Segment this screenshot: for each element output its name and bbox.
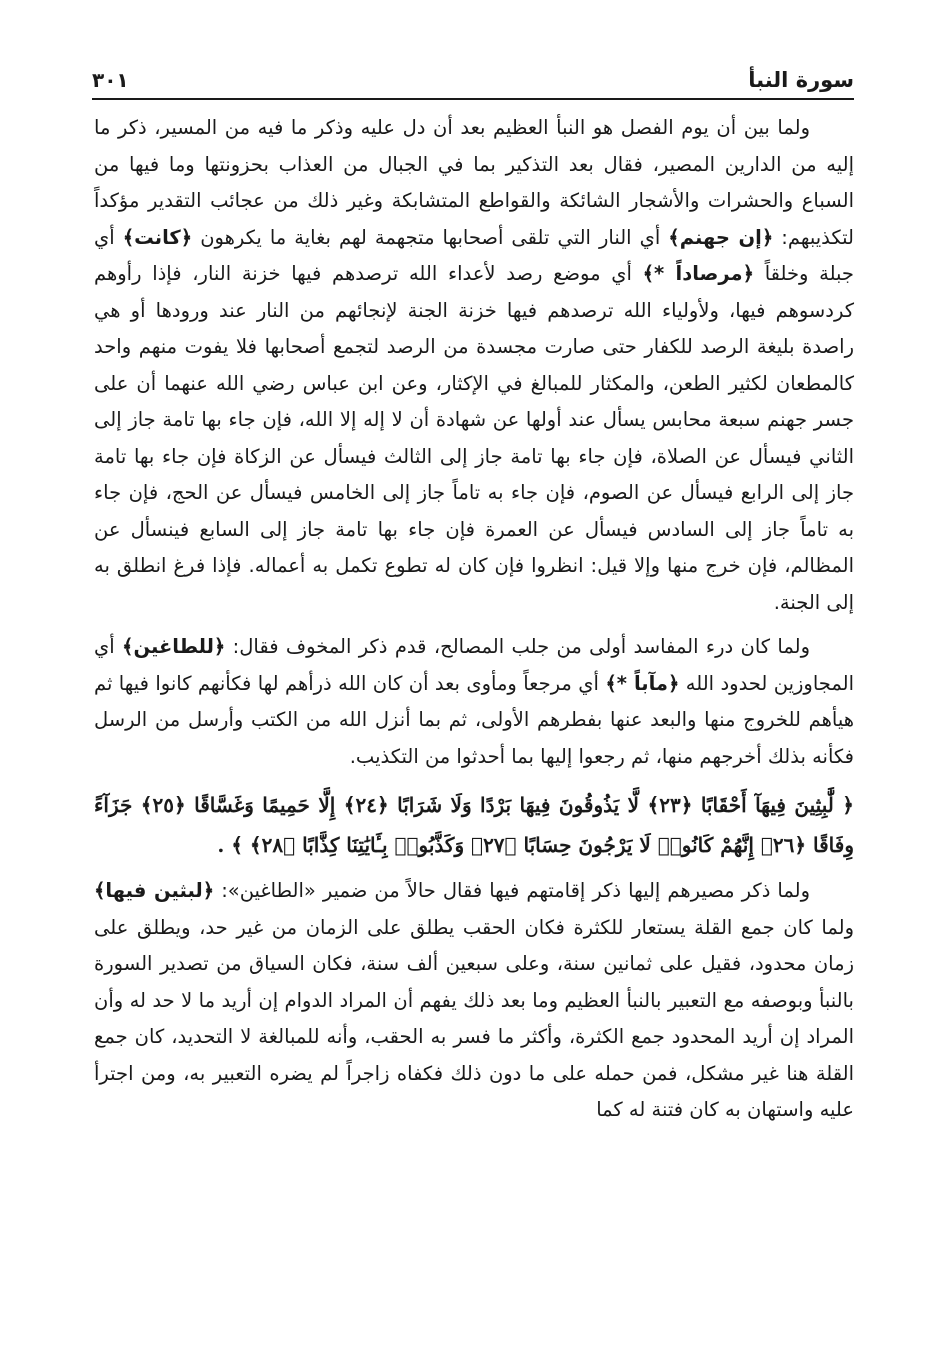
- paragraph-2-text-b: أي المجاوزين لحدود الله: [94, 635, 854, 695]
- paragraph-1-text-c: أي جبلة وخلقاً: [94, 225, 854, 285]
- running-title: سورة النبأ: [748, 68, 854, 92]
- paragraph-2-text-c: أي مرجعاً ومأوى بعد أن كان الله ذرأهم لها فكأنهم كانوا فيها ثم هيأهم للخروج منها والبعد عنها بفطرهم الأولى، ثم بما أنزل الله من الكتب وأرسل من الرسل فكأنه بذلك أخرجهم منها، ثم رجعوا إليها بما أحدثوا من التكذيب.: [94, 671, 854, 768]
- paragraph-1-text-b: أي النار التي تلقى أصحابها متجهمة لهم بغاية ما يكرهون: [192, 225, 669, 249]
- paragraph-1-text-d: أي موضع رصد لأعداء الله ترصدهم فيها خزنة النار، فإذا رأوهم كردسوهم فيها، ولأولياء الله ترصدهم فيها خزنة الجنة لإنجائهم من النار عند ورودها أو هي راصدة بليغة الرصد للكفار حتى صارت مجسدة من الرصد لتجمع أصحابها فلا يفوت منهم واحد كالمطعان لكثير الطعن، والمكثار للمبالغ في الإكثار، وعن ابن عباس رضي الله عنهما أن على جسر جهنم سبعة محابس يسأل عند أولها عن شهادة أن لا إله إلا الله، فإن جاء بها تامة جاز إلى الثاني فيسأل عن الصلاة، فإن جاء بها تامة جاز إلى الثالث فيسأل عن الزكاة فإن جاء بها تامة جاز إلى الرابع فيسأل عن الصوم، فإن جاء به تاماً جاز إلى الخامس فيسأل عن الحج، فإن جاء به تاماً جاز إلى السادس فيسأل عن العمرة فإن جاء بها تامة جاز إلى السابع فينسأل عن المظالم، فإن خرج منها وإلا قيل: انظروا فإن كان له تطوع تكمل به أعماله. فإذا فرغ انطلق به إلى الجنة.: [94, 262, 854, 614]
- quran-quote: ﴿إن جهنم﴾: [668, 225, 774, 249]
- paragraph-3: [94, 873, 854, 1129]
- paragraph-3-text-b: ولما كان جمع القلة يستعار للكثرة فكان الحقب يطلق على الزمان من غير حد، ويطلق على زمان محدود، فقيل على ثمانين سنة، وعلى سبعين ألف سنة، فكان السياق من تصدير السورة بالنبأ وبوصفه مع التعبير بالنبأ العظيم وما بعد ذلك يفهم أن المراد الدوام إن أريد ما لا حد له وأن المراد إن أريد المحدود جمع الكثرة، وأكثر ما فسر به الحقب، وأنه للمبالغة لا التحديد، كان جمع القلة هنا غير مشكل، فمن حمله على ما دون ذلك فكفاه زاجراً لم يضره التعبير به، ومن اجترأ عليه واستهان به كان فتنة له كما: [94, 915, 854, 1121]
- quran-quote: ﴿مآباً *﴾: [605, 671, 680, 695]
- page-body: [94, 110, 854, 1129]
- paragraph-2-text-a: ولما كان درء المفاسد أولى من جلب المصالح، قدم ذكر المخوف فقال:: [225, 635, 810, 658]
- paragraph-1-text-a: ولما بين أن يوم الفصل هو النبأ العظيم بعد أن دل عليه وذكر ما فيه من المسير، ذكر ما إليه من الدارين المصير، فقال بعد التذكير بما في الجبال من العذاب بحزونتها وما فيها من السباع والحشرات والأشجار الشائكة والقواطع المتشابكة وغير ذلك من عجائب التقدير مؤكداً لتكذيبهم:: [94, 116, 854, 249]
- page-number: ٣٠١: [92, 68, 129, 92]
- paragraph-2: [94, 629, 854, 775]
- page-header: [92, 58, 854, 100]
- quran-quote: ﴿للطاغين﴾: [122, 635, 226, 658]
- quran-verses-block: ﴿ لَّٰبِثِينَ فِيهَآ أَحْقَابًا ﴿٢٣﴾ لَّا يَذُوقُونَ فِيهَا بَرْدًا وَلَا شَرَابًا ﴿٢٤﴾ إِلَّا حَمِيمًا وَغَسَّاقًا ﴿٢٥﴾ جَزَآءً وِفَاقًا ﴿٢٦﴾ إِنَّهُمْ كَانُوا۟ لَا يَرْجُونَ حِسَابًا ﴿٢٧﴾ وَكَذَّبُوا۟ بِـَٔايَٰتِنَا كِذَّابًا ﴿٢٨﴾ ﴾ .: [94, 793, 854, 857]
- paragraph-1: [94, 110, 854, 621]
- quran-quote: ﴿لبثين فيها﴾: [94, 879, 215, 902]
- paragraph-3-text-a: ولما ذكر مصيرهم إليها ذكر إقامتهم فيها فقال حالاً من ضمير «الطاغين»:: [214, 879, 810, 902]
- quran-quote: ﴿كانت﴾: [122, 225, 193, 249]
- quran-quote: ﴿مرصاداً *﴾: [642, 262, 755, 285]
